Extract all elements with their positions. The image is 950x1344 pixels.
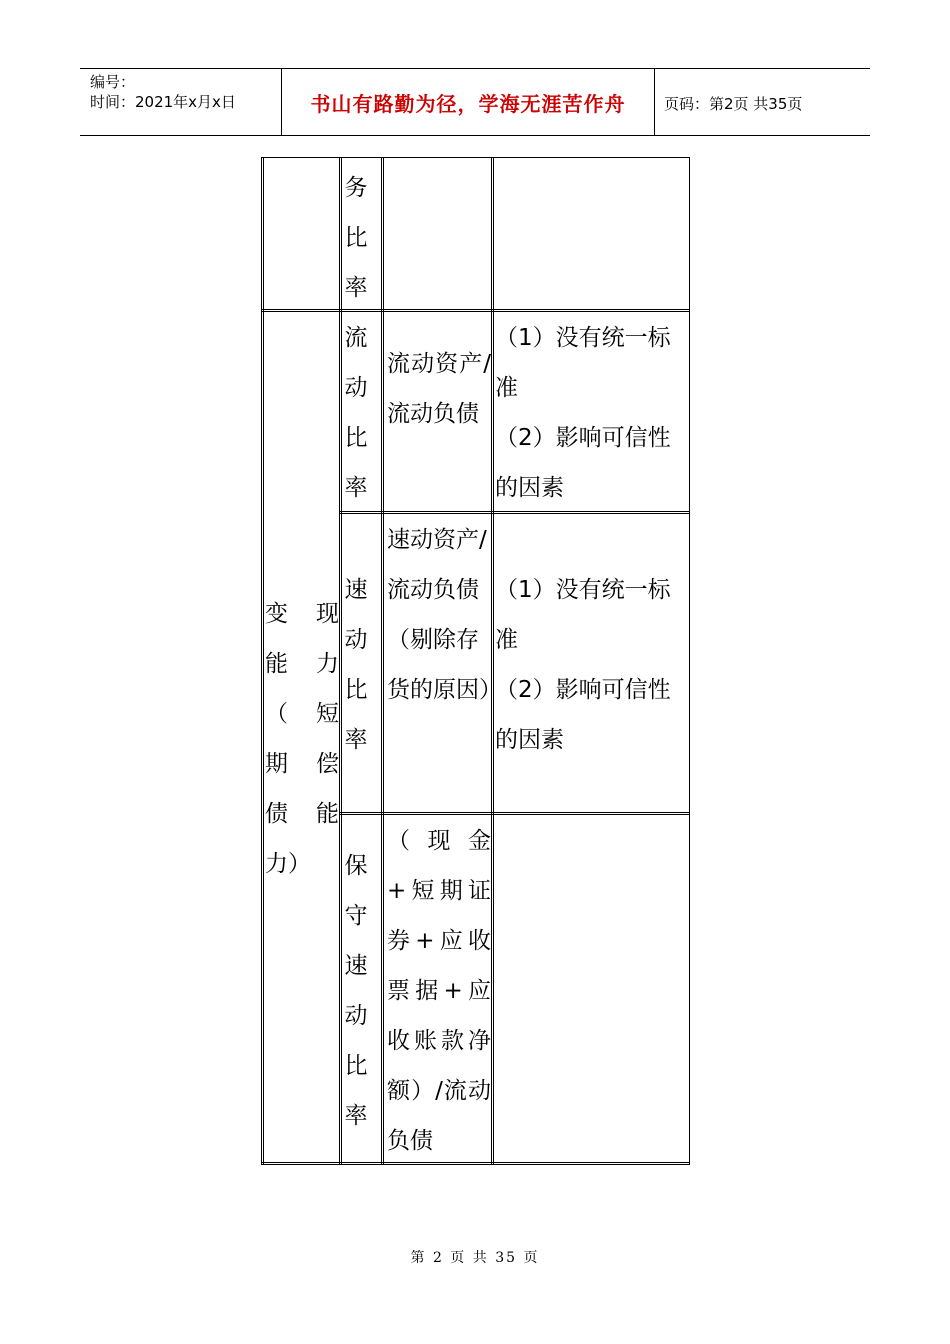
table-border-top (261, 157, 690, 158)
header-motto: 书山有路勤为径，学海无涯苦作舟 (310, 92, 626, 116)
header-divider-right (654, 68, 655, 135)
row4-formula: （现金+短期证券+应收票据+应收账款净额）/流动负债 (387, 828, 491, 1154)
group-label: 变现 能力 （短 期偿 债能 力） (265, 601, 339, 877)
header-top-rule (80, 68, 870, 69)
ratio-table (261, 157, 690, 1165)
number-label: 编号： (90, 73, 136, 91)
row2-ratio-name: 流动比率 (344, 325, 368, 501)
header-info (90, 72, 236, 112)
page-footer: 第 2 页 共 35 页 (410, 1250, 540, 1266)
row4-ratio-name: 保守速动比率 (344, 853, 368, 1129)
row2-notes: （1）没有统一标准 （2）影响可信性的因素 (495, 325, 671, 501)
header-bottom-rule (80, 135, 870, 136)
row3-formula: 速动资产/流动负债 （剔除存货的原因） (387, 527, 502, 703)
row2-formula: 流动资产/流动负债 (387, 351, 491, 427)
header-page-label: 页码：第2页 共35页 (664, 95, 803, 113)
row3-ratio-name: 速动比率 (344, 577, 368, 753)
row3-notes: （1）没有统一标准 （2）影响可信性的因素 (495, 577, 671, 753)
row1-ratio-name: 务比率 (344, 175, 368, 301)
table-row3-bottom (339, 812, 690, 815)
table-row1-bottom (261, 309, 690, 312)
time-label: 时间：2021年x月x日 (90, 93, 236, 111)
